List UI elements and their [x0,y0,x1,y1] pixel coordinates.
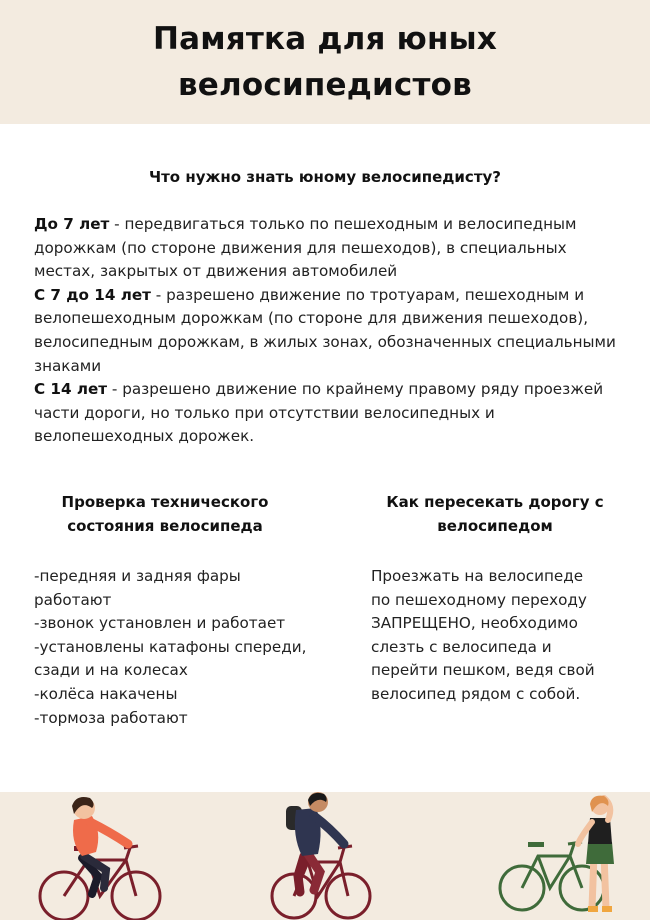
rule-text: - передвигаться только по пешеходным и велосипедным дорожкам (по стороне движения для пешеходов), в специальных местах, закрытых от движения автомобилей [34,215,577,281]
crossing-title-line-2: велосипедом [437,517,553,535]
text-line: ЗАПРЕЩЕНО, необходимо [371,614,578,633]
footer-illustration-band [0,792,650,920]
rule-text: - разрешено движение по тротуарам, пешеходным и велопешеходным дорожкам (по стороне для движения пешеходов), велосипедным дорожкам, в жилых зонах, обозначенных специальными знаками [34,285,616,375]
section-question: Что нужно знать юному велосипедисту? [148,168,501,186]
age-rules [34,213,624,449]
rule-age: До 7 лет [34,215,110,233]
tech-check-list [34,565,334,730]
standing-girl-green-bike-illustration [496,792,636,920]
list-item: -тормоза работают [34,708,188,727]
text-line: велосипед рядом с собой. [371,684,581,703]
text-line: слезть с велосипеда и [371,637,552,656]
text-line: Проезжать на велосипеде [371,567,584,585]
list-item: -звонок установлен и работает [34,614,286,633]
list-item: работают [34,590,112,609]
page-title [153,16,497,108]
list-item: сзади и на колесах [34,661,188,680]
rule-age: С 14 лет [34,380,108,399]
header-band [0,0,650,124]
tech-check-title-line-1: Проверка технического [61,493,269,511]
page-title-line-1: Памятка для юных [152,21,498,57]
rule-text: - разрешено движение по крайнему правому ряду проезжей части дороги, но только при отсутствии велосипедных и велопешеходных дорожек. [34,380,604,446]
list-item: -установлены катафоны спереди, [34,637,307,656]
cyclist-boy-backpack-illustration [260,792,380,920]
tech-check-section [34,490,334,730]
crossing-title [371,490,619,538]
text-line: по пешеходному переходу [371,590,587,609]
text-line: перейти пешком, ведя свой [371,661,595,680]
list-item: -колёса накачены [34,684,178,703]
rule-7-to-14 [34,284,624,378]
crossing-title-line-1: Как пересекать дорогу с [386,493,604,511]
rule-from-14 [34,378,624,449]
cyclist-girl-orange-illustration [30,792,170,920]
crossing-text [371,565,621,707]
list-item: -передняя и задняя фары [34,567,241,585]
tech-check-title-line-2: состояния велосипеда [67,517,263,535]
page-title-line-2: велосипедистов [177,67,472,103]
rule-age: С 7 до 14 лет [34,285,151,304]
crossing-section [371,490,621,707]
rule-under-7 [34,213,624,284]
tech-check-title [34,490,296,538]
